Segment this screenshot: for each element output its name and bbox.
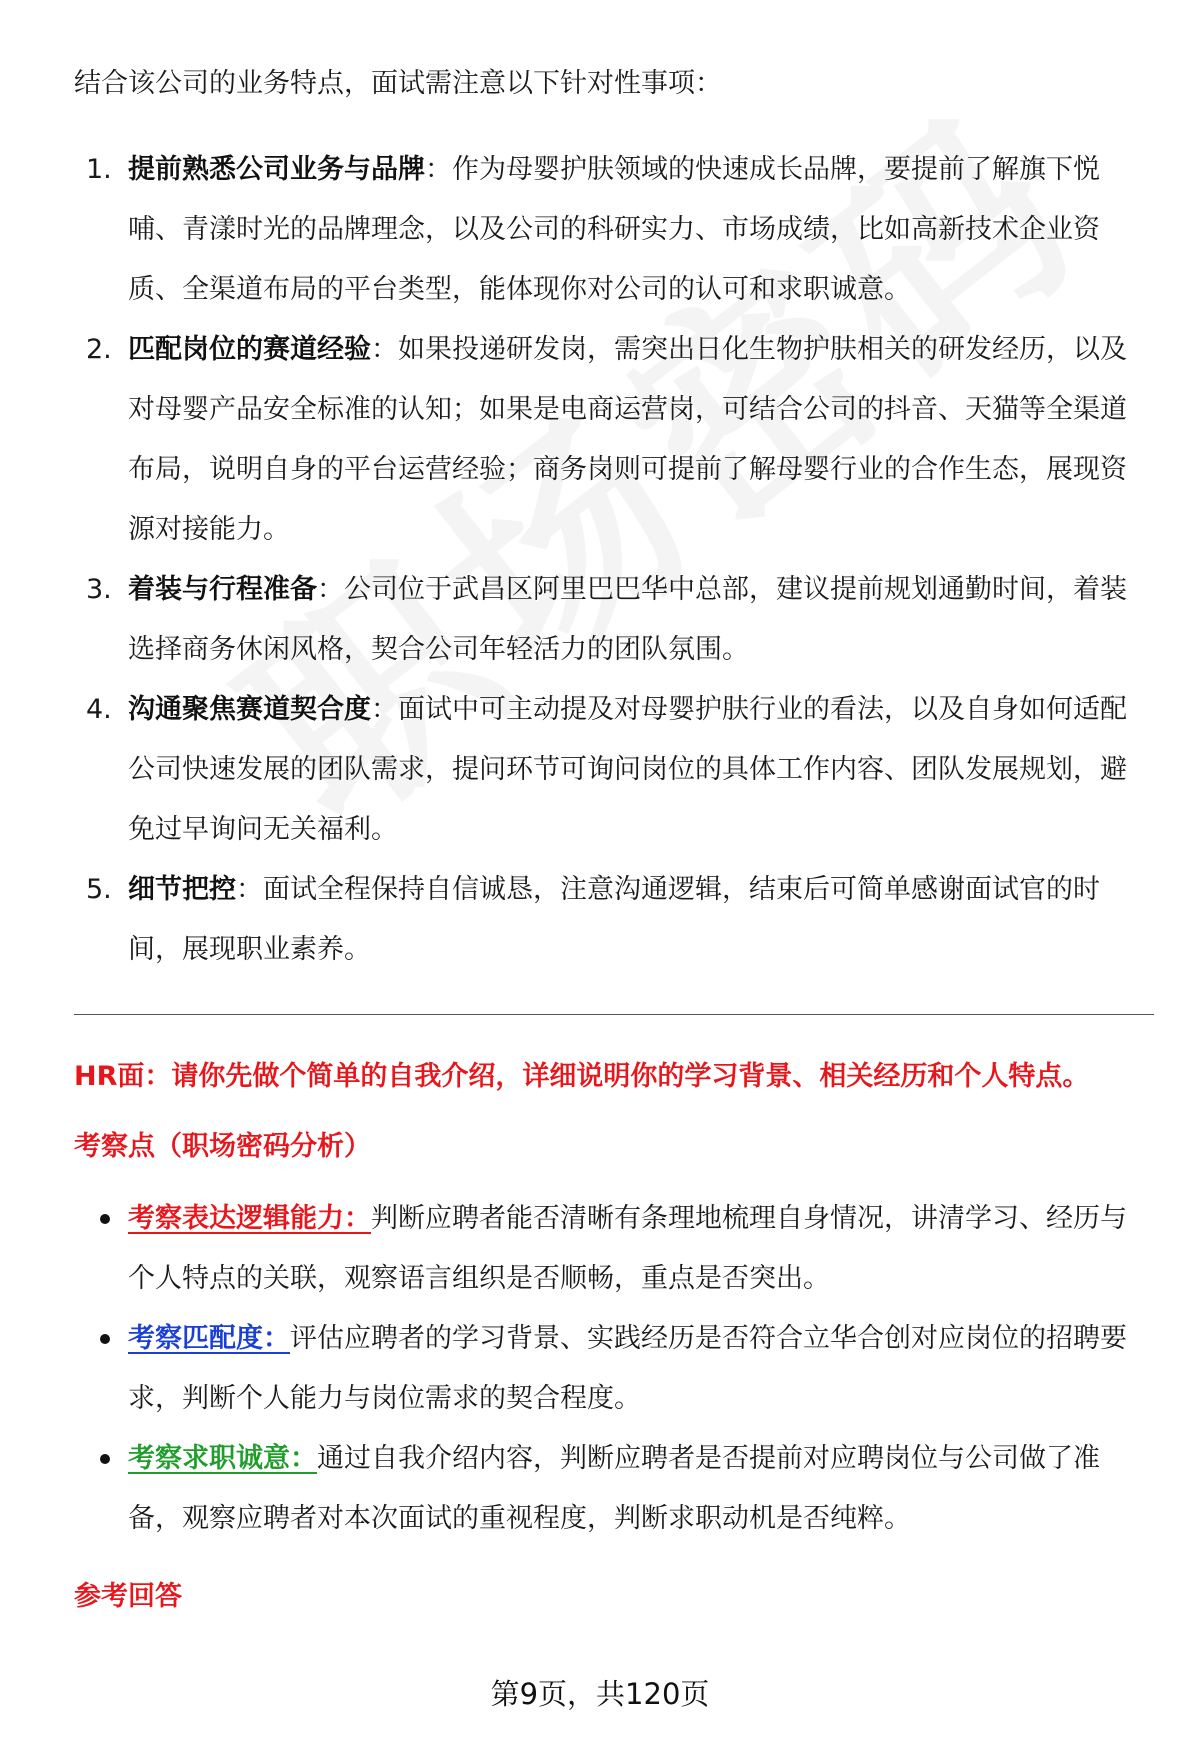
list-number: 5. xyxy=(86,874,112,905)
item-title: 着装与行程准备 xyxy=(128,574,317,605)
bullet-text: 判断应聘者能否清晰有条理地梳理自身情况，讲清学习、经历与个人特点的关联，观察语言组织是否顺畅，重点是否突出。 xyxy=(128,1203,1127,1294)
bullet-text: 通过自我介绍内容，判断应聘者是否提前对应聘岗位与公司做了准备，观察应聘者对本次面试的重视程度，判断求职动机是否纯粹。 xyxy=(128,1443,1100,1534)
bullet-keyword: 考察求职诚意： xyxy=(128,1443,317,1474)
list-item xyxy=(74,320,1144,560)
bullet-item xyxy=(74,1309,1144,1429)
page-content xyxy=(74,58,1144,1619)
bullet-text: 评估应聘者的学习背景、实践经历是否符合立华合创对应岗位的招聘要求，判断个人能力与岗位需求的契合程度。 xyxy=(128,1323,1127,1414)
item-title: 匹配岗位的赛道经验 xyxy=(128,334,371,365)
analysis-heading: 考察点（职场密码分析） xyxy=(74,1131,371,1162)
list-item xyxy=(74,860,1144,980)
list-item xyxy=(74,680,1144,860)
bullet-item xyxy=(74,1189,1144,1309)
reference-answer-heading: 参考回答 xyxy=(74,1581,182,1612)
item-text: ：作为母婴护肤领域的快速成长品牌，要提前了解旗下悦哺、青漾时光的品牌理念，以及公司的科研实力、市场成绩，比如高新技术企业资质、全渠道布局的平台类型，能体现你对公司的认可和求职诚意。 xyxy=(128,154,1100,305)
list-item xyxy=(74,560,1144,680)
bullet-item xyxy=(74,1429,1144,1549)
item-text: ：面试全程保持自信诚恳，注意沟通逻辑，结束后可简单感谢面试官的时间，展现职业素养。 xyxy=(128,874,1100,965)
item-text: ：面试中可主动提及对母婴护肤行业的看法，以及自身如何适配公司快速发展的团队需求，提问环节可询问岗位的具体工作内容、团队发展规划，避免过早询问无关福利。 xyxy=(128,694,1127,845)
bullet-icon xyxy=(100,1214,110,1224)
list-number: 4. xyxy=(86,694,112,725)
list-number: 2. xyxy=(86,334,112,365)
item-title: 沟通聚焦赛道契合度 xyxy=(128,694,371,725)
section-divider xyxy=(74,1014,1154,1015)
intro-paragraph: 结合该公司的业务特点，面试需注意以下针对性事项： xyxy=(74,68,722,99)
item-text: ：如果投递研发岗，需突出日化生物护肤相关的研发经历，以及对母婴产品安全标准的认知；如果是电商运营岗，可结合公司的抖音、天猫等全渠道布局，说明自身的平台运营经验；商务岗则可提前了解母婴行业的合作生态，展现资源对接能力。 xyxy=(128,334,1127,545)
bullet-keyword: 考察匹配度： xyxy=(128,1323,290,1354)
page-number: 第9页，共120页 xyxy=(490,1677,710,1711)
item-text: ：公司位于武昌区阿里巴巴华中总部，建议提前规划通勤时间，着装选择商务休闲风格，契合公司年轻活力的团队氛围。 xyxy=(128,574,1127,665)
tips-list xyxy=(74,140,1144,980)
bullet-icon xyxy=(100,1454,110,1464)
list-number: 3. xyxy=(86,574,112,605)
analysis-points-list xyxy=(74,1189,1144,1549)
item-title: 细节把控 xyxy=(128,874,236,905)
item-title: 提前熟悉公司业务与品牌 xyxy=(128,154,425,185)
bullet-icon xyxy=(100,1334,110,1344)
bullet-keyword: 考察表达逻辑能力： xyxy=(128,1203,371,1234)
hr-question-heading: HR面：请你先做个简单的自我介绍，详细说明你的学习背景、相关经历和个人特点。 xyxy=(74,1061,1090,1092)
list-item xyxy=(74,140,1144,320)
list-number: 1. xyxy=(86,154,112,185)
